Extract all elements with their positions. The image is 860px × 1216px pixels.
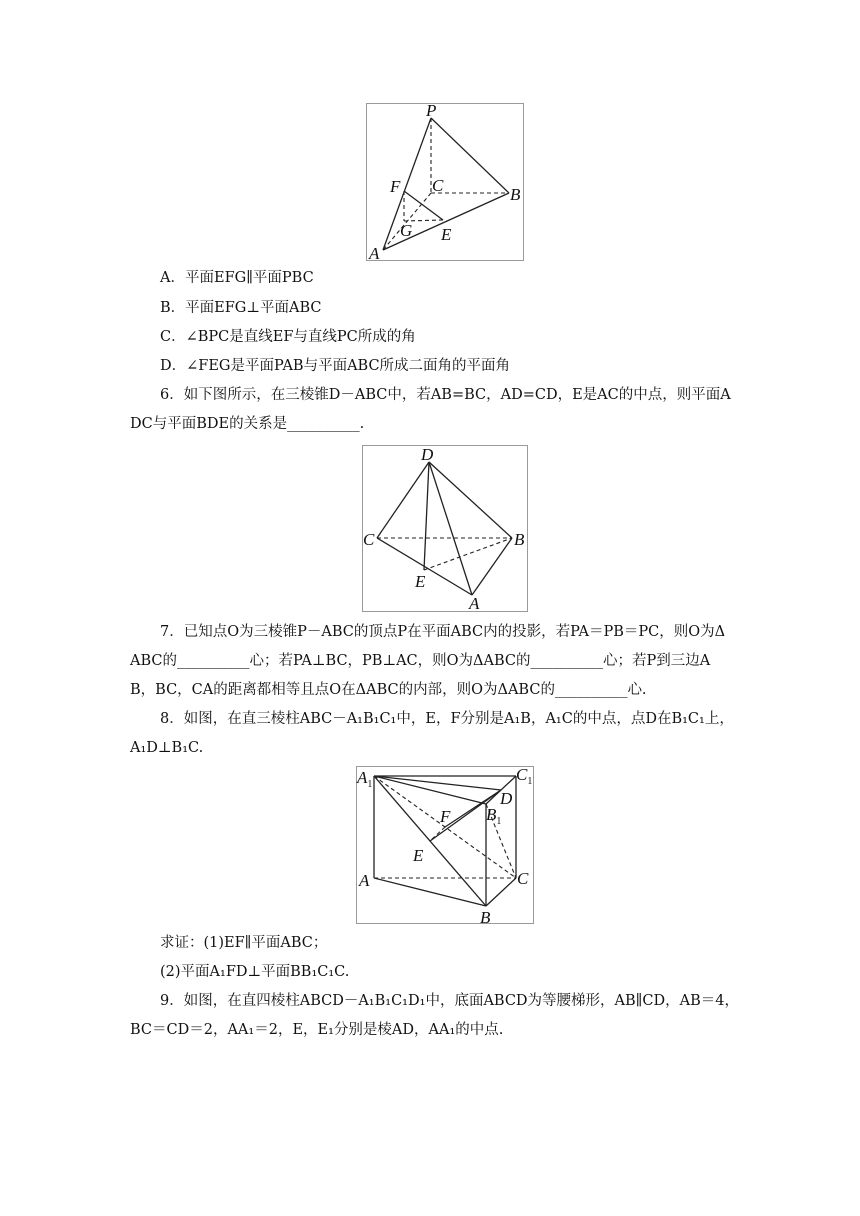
question-7-line3: B，BC，CA的距离都相等且点O在ΔABC的内部，则O为ΔABC的__________心.: [130, 682, 647, 698]
label-A1: $A_1$: [357, 768, 373, 790]
question-7-line1: 7．已知点O为三棱锥P－ABC的顶点P在平面ABC内的投影，若PA＝PB＝PC，则O为Δ: [160, 624, 726, 640]
label-E: E: [415, 572, 426, 591]
question-8-line1: 8．如图，在直三棱柱ABC－A₁B₁C₁中，E，F分别是A₁B，A₁C的中点，点D在B₁C₁上，: [160, 711, 734, 727]
figure-tetrahedron-pabc: [366, 103, 524, 261]
question-9-line2: BC＝CD＝2，AA₁＝2，E，E₁分别是棱AD，AA₁的中点.: [130, 1022, 504, 1038]
label-D: D: [421, 445, 434, 464]
label-B: B: [480, 908, 491, 924]
label-C: C: [363, 530, 375, 549]
question-7-line2: ABC的__________心；若PA⊥BC，PB⊥AC，则O为ΔABC的__________心；若P到三边A: [130, 653, 711, 669]
label-C1: $C_1$: [516, 766, 533, 787]
proof-part-1: 求证：(1)EF∥平面ABC；: [160, 935, 328, 951]
question-6-line2: DC与平面BDE的关系是__________.: [130, 416, 365, 432]
option-d: D．∠FEG是平面PAB与平面ABC所成二面角的平面角: [160, 358, 511, 374]
question-9-line1: 9．如图，在直四棱柱ABCD－A₁B₁C₁D₁中，底面ABCD为等腰梯形，AB∥CD，AB＝4，: [160, 993, 739, 1009]
label-E: E: [413, 846, 424, 865]
label-A: A: [369, 244, 380, 261]
label-A: A: [469, 594, 480, 612]
question-8-line2: A₁D⊥B₁C.: [130, 740, 204, 756]
label-B: B: [510, 185, 521, 204]
figure-triangular-prism: [356, 766, 534, 924]
question-6-line1: 6．如下图所示，在三棱锥D－ABC中，若AB=BC，AD=CD，E是AC的中点，则平面A: [160, 387, 731, 403]
proof-part-2: (2)平面A₁FD⊥平面BB₁C₁C.: [160, 964, 350, 980]
label-C: C: [517, 869, 529, 888]
label-A: A: [359, 871, 370, 890]
label-C: C: [432, 176, 444, 195]
label-E: E: [441, 225, 452, 244]
label-D: D: [500, 789, 513, 808]
label-F: F: [390, 177, 401, 196]
option-a: A．平面EFG∥平面PBC: [160, 270, 314, 286]
option-c: C．∠BPC是直线EF与直线PC所成的角: [160, 329, 416, 345]
option-b: B．平面EFG⊥平面ABC: [160, 300, 322, 316]
label-F: F: [440, 807, 451, 826]
label-P: P: [426, 103, 437, 120]
label-G: G: [400, 221, 413, 240]
label-B1: $B_1$: [486, 805, 502, 827]
figure-tetrahedron-dabc: [362, 445, 528, 612]
label-B: B: [514, 530, 525, 549]
